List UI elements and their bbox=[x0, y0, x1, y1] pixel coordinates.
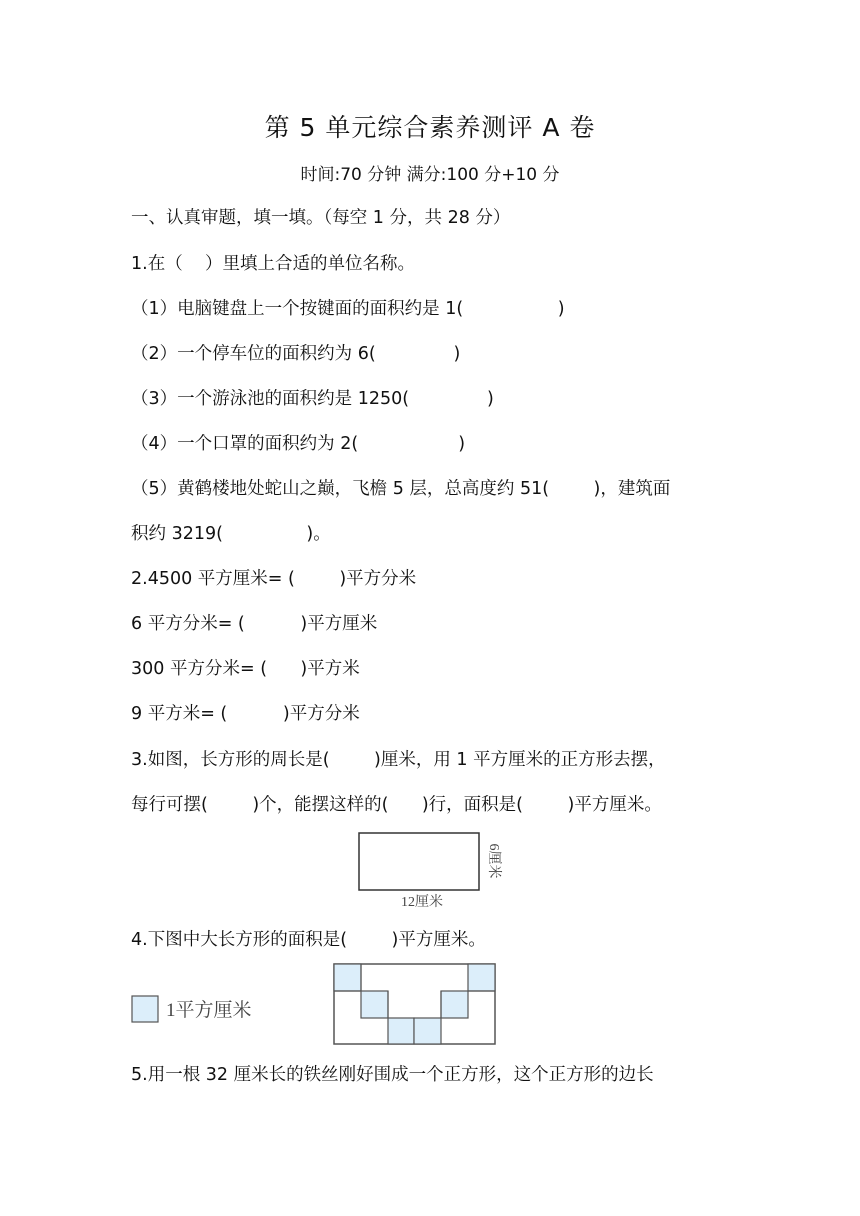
unit-square bbox=[468, 964, 495, 991]
question-1-item-4: （4）一个口罩的面积约为 2( ) bbox=[131, 434, 466, 454]
question-1-item-2: （2）一个停车位的面积约为 6( ) bbox=[131, 344, 461, 364]
unit-square-label: 1平方厘米 bbox=[166, 1000, 252, 1021]
page-subtitle: 时间:70 分钟 满分:100 分+10 分 bbox=[300, 165, 560, 185]
question-2-line-4: 9 平方米= ( )平方分米 bbox=[131, 704, 360, 724]
question-3-line-2: 每行可摆( )个，能摆这样的( )行，面积是( )平方厘米。 bbox=[131, 795, 662, 815]
rectangle-shape bbox=[359, 833, 479, 890]
rectangle-width-label: 12厘米 bbox=[401, 895, 443, 910]
question-1-item-5-line-2: 积约 3219( )。 bbox=[131, 524, 331, 544]
unit-square bbox=[334, 964, 361, 991]
question-3-line-1: 3.如图，长方形的周长是( )厘米，用 1 平方厘米的正方形去摆， bbox=[131, 750, 666, 770]
section-heading: 一、认真审题，填一填。（每空 1 分，共 28 分） bbox=[131, 208, 511, 228]
question-2-line-2: 6 平方分米= ( )平方厘米 bbox=[131, 614, 378, 634]
unit-square bbox=[441, 991, 468, 1018]
rectangle-figure bbox=[352, 828, 512, 914]
unit-square bbox=[388, 1018, 414, 1044]
unit-square bbox=[361, 991, 388, 1018]
question-2-line-3: 300 平方分米= ( )平方米 bbox=[131, 659, 360, 679]
big-rectangle-figure bbox=[332, 962, 498, 1048]
unit-square bbox=[414, 1018, 441, 1044]
question-2-line-1: 2.4500 平方厘米= ( )平方分米 bbox=[131, 569, 417, 589]
page-title: 第 5 单元综合素养测评 A 卷 bbox=[264, 113, 596, 142]
question-5-line-1: 5.用一根 32 厘米长的铁丝刚好围成一个正方形，这个正方形的边长 bbox=[131, 1065, 654, 1085]
question-1-item-1: （1）电脑键盘上一个按键面的面积约是 1( ) bbox=[131, 299, 565, 319]
question-1-item-3: （3）一个游泳池的面积约是 1250( ) bbox=[131, 389, 494, 409]
question-1-item-5-line-1: （5）黄鹤楼地处蛇山之巅，飞檐 5 层，总高度约 51( )，建筑面 bbox=[131, 479, 671, 499]
question-4-line-1: 4.下图中大长方形的面积是( )平方厘米。 bbox=[131, 930, 486, 950]
unit-square-legend bbox=[130, 994, 290, 1028]
rectangle-height-label: 6厘米 bbox=[486, 843, 501, 879]
unit-square-icon bbox=[132, 996, 158, 1022]
question-1-stem: 1.在（ ）里填上合适的单位名称。 bbox=[131, 254, 415, 274]
